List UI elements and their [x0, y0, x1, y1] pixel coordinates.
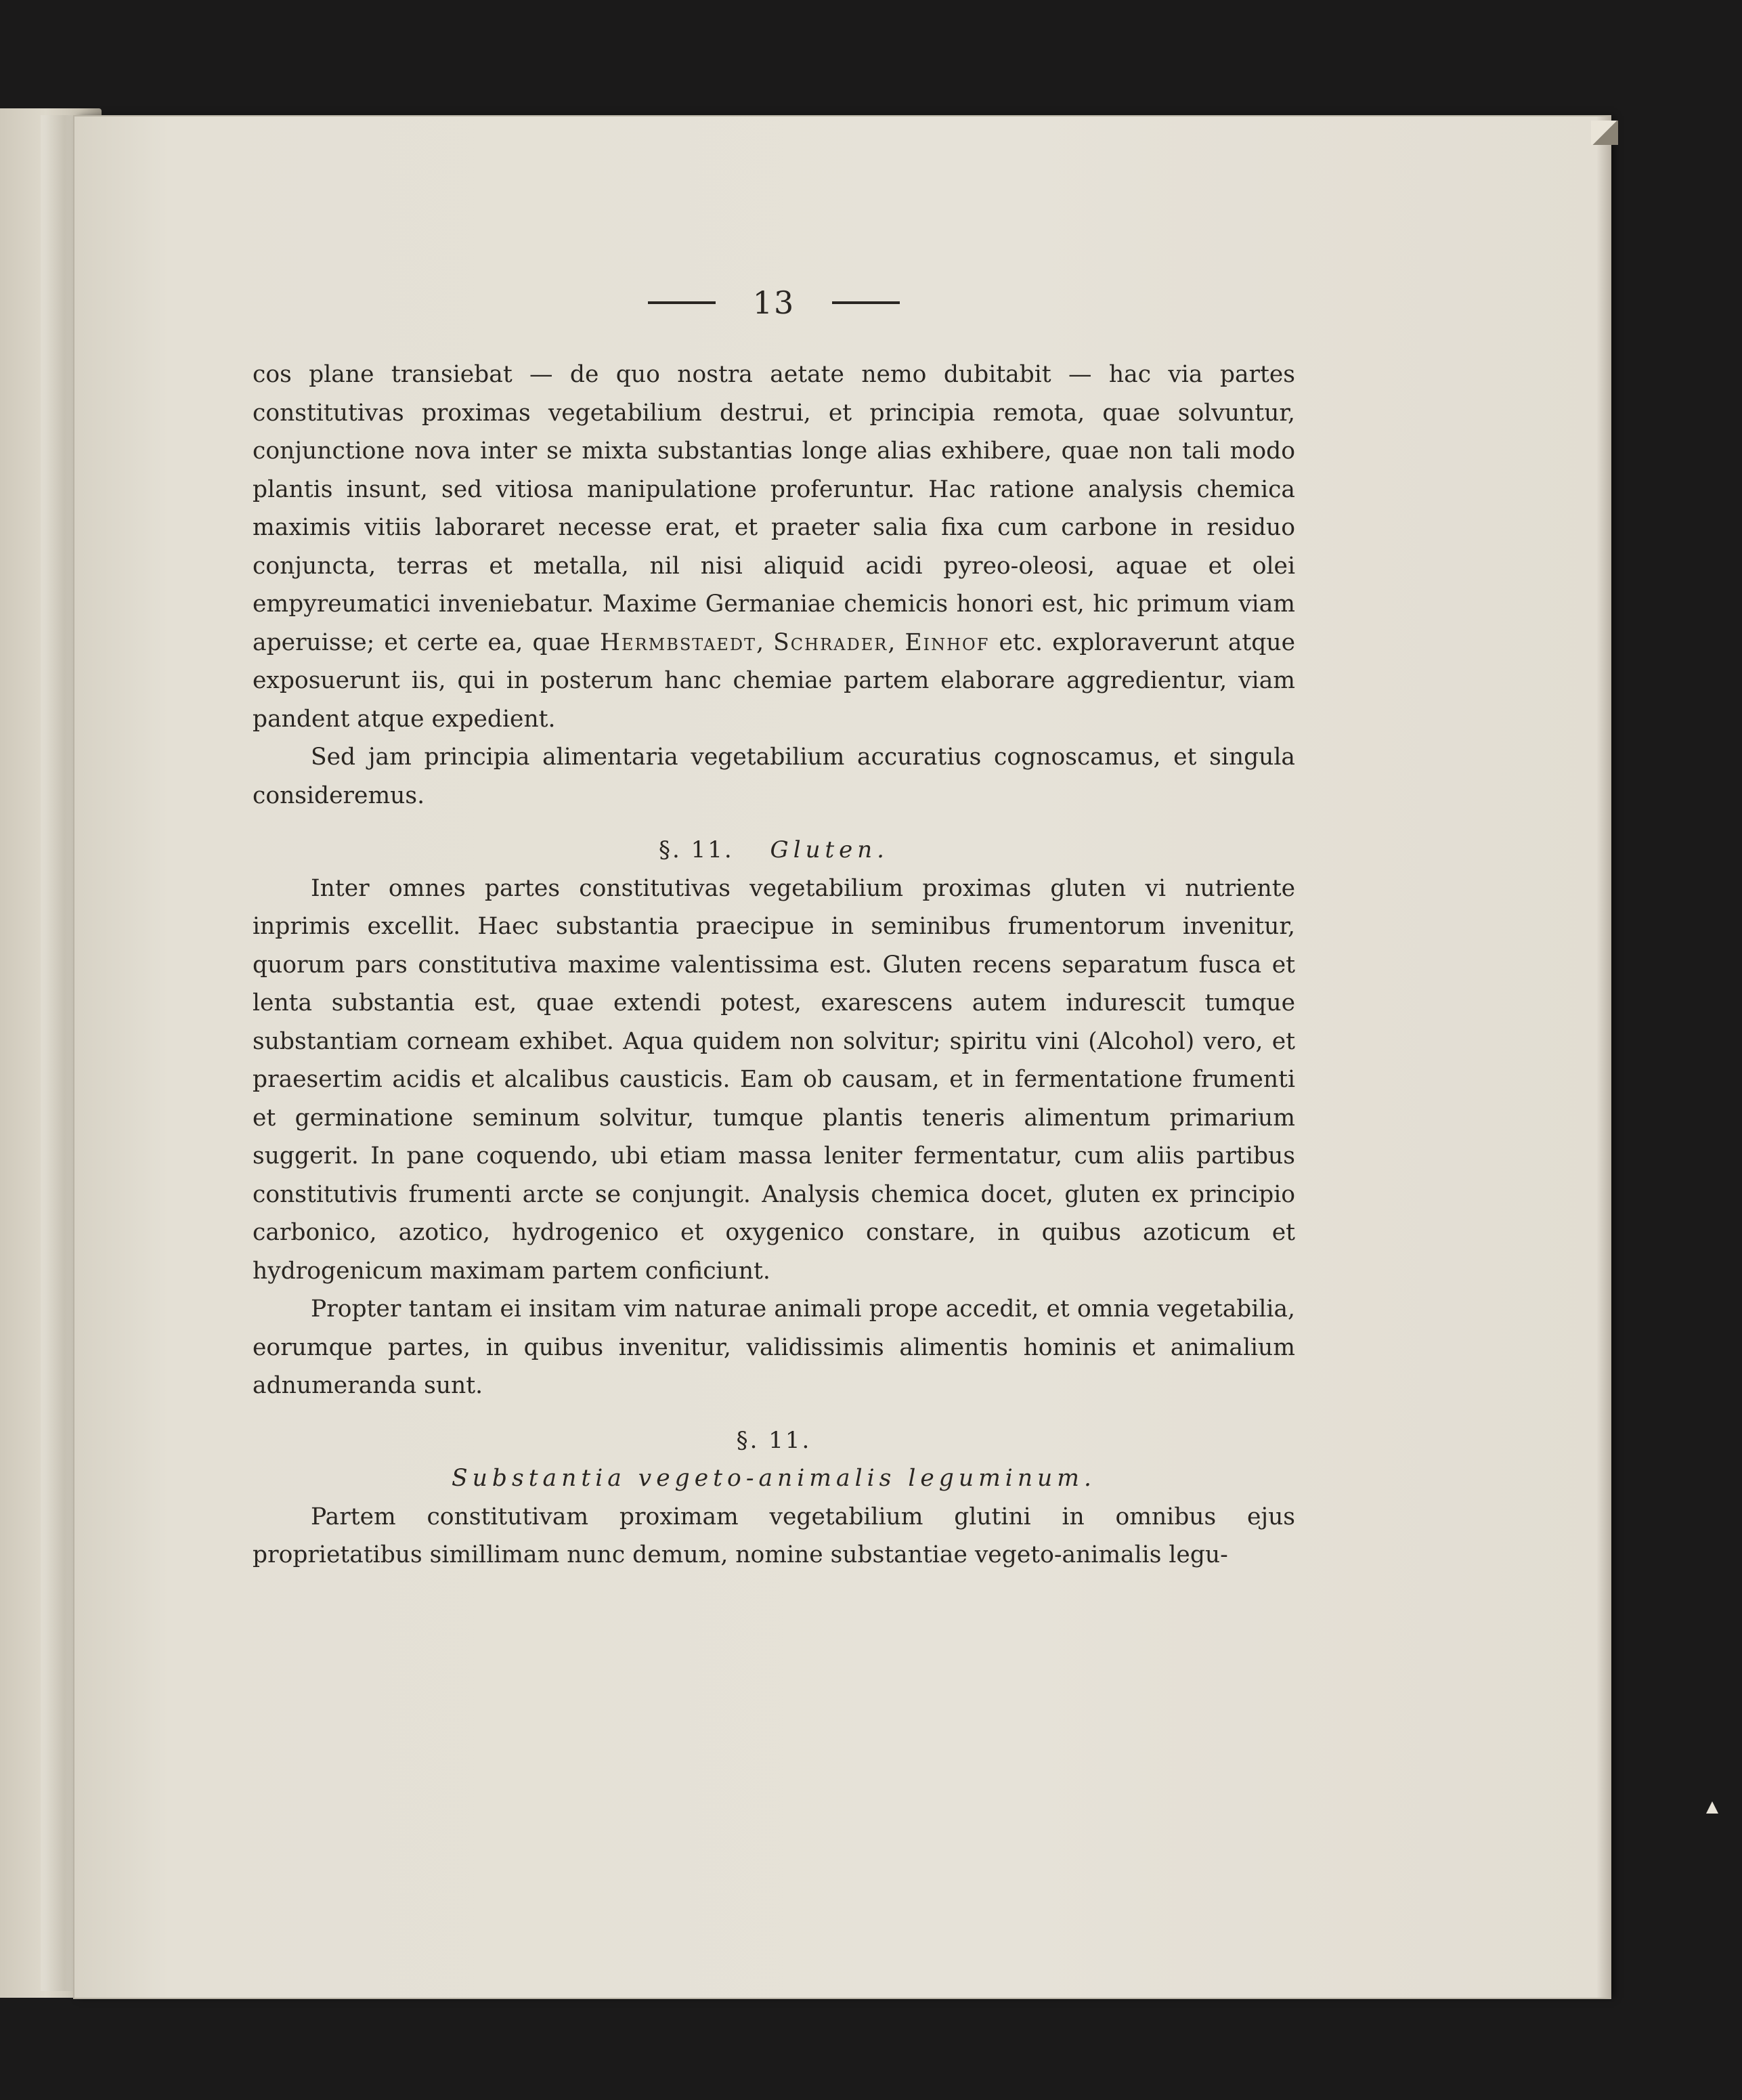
page-corner-fold: [1591, 121, 1618, 145]
author-name: Einhof: [905, 628, 990, 656]
paragraph-3: Inter omnes partes constitutivas vegetabilium proximas gluten vi nutriente inprimis excellit. Haec substantia praecipue in seminibus frumentorum invenitur, quorum pars constitutiva maxime valentissima est. Gluten recens separatum fusca et lenta substantia est, quae extendi potest, exarescens autem indurescit tumque substantiam corneam exhibet. Aqua quidem non solvitur; spiritu vini (Alcohol) vero, et praesertim acidis et alcalibus causticis. Eam ob causam, et in fermentatione frumenti et germinatione seminum solvitur, tumque plantis teneris alimentum primarium suggerit. In pane coquendo, ubi etiam massa leniter fermentatur, cum aliis partibus constitutivis frumenti arcte se conjungit. Analysis chemica docet, gluten ex principio carbonico, azotico, hydrogenico et oxygenico constare, in quibus azoticum et hydrogenicum maximam partem conficiunt.: [253, 874, 1295, 1285]
paragraph-1-end: etc. exploraverunt atque exposuerunt iis, qui in posterum hanc chemiae partem elaborare aggredientur, viam pandent atque expedient.: [253, 628, 1295, 733]
page-header: [253, 281, 1295, 356]
section-title: Gluten.: [770, 836, 889, 863]
paragraph-5: Partem constitutivam proximam vegetabilium glutini in omnibus ejus proprietatibus simillimam nunc demum, nomine substantiae vegeto-animalis legu-: [253, 1503, 1295, 1568]
header-rule-right: [832, 301, 900, 304]
paragraph-1: [253, 356, 1295, 738]
header-rule-left: [648, 301, 716, 304]
author-name: Hermbstaedt: [599, 628, 757, 656]
background-mark: [1706, 1801, 1718, 1814]
page-text: [253, 281, 1295, 1574]
section-number: §. 11.: [659, 836, 734, 863]
page-number: 13: [752, 284, 796, 321]
page-edge-shadow: [1596, 116, 1610, 1998]
name-separator: ,: [756, 628, 774, 656]
section-title-2: Substantia vegeto-animalis leguminum.: [452, 1465, 1096, 1492]
name-separator: ,: [888, 628, 905, 656]
paragraph-4: Propter tantam ei insitam vim naturae animali prope accedit, et omnia vegetabilia, eorumque partes, in quibus invenitur, validissimis alimentis hominis et animalium adnumeranda sunt.: [253, 1295, 1295, 1399]
section-number-2: §. 11.: [736, 1426, 812, 1454]
paragraph-1-text: cos plane transiebat — de quo nostra aetate nemo dubitabit — hac via partes constitutivas proximas vegetabilium destrui, et principia remota, quae solvuntur, conjunctione nova inter se mixta substantias longe alias exhibere, quae non tali modo plantis insunt, sed vitiosa manipulatione proferuntur. Hac ratione analysis chemica maximis vitiis laboraret necesse erat, et praeter salia fixa cum carbone in residuo conjuncta, terras et metalla, nil nisi aliquid acidi pyreo-oleosi, aquae et olei empyreumatici inveniebatur. Maxime Germaniae chemicis honori est, hic primum viam aperuisse; et certe ea, quae: [253, 361, 1295, 656]
author-name: Schrader: [773, 628, 888, 656]
paragraph-2: Sed jam principia alimentaria vegetabilium accuratius cognoscamus, et singula consideremus.: [253, 744, 1295, 809]
section-heading-gluten: [253, 831, 1295, 870]
